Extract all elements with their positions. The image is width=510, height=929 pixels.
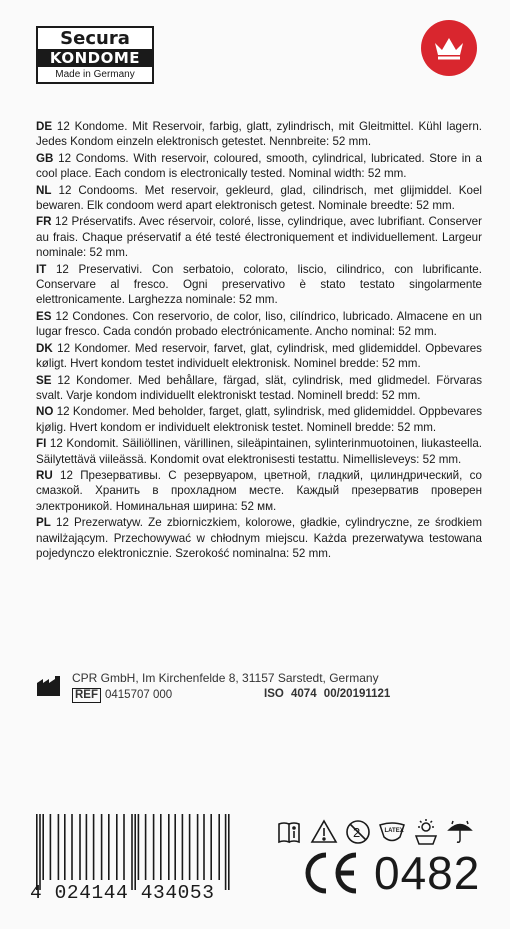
lot-value: 00/20191121 <box>323 688 391 700</box>
description-no: NO 12 Kondomer. Med beholder, farget, glatt, sylindrisk, med glidemiddel. Oppbevares kjølig. Hvert kondom er individuelt elektronisk testet. Nominell bredde: 52 mm. <box>36 405 482 434</box>
barcode-bar <box>71 814 73 880</box>
barcode-bar <box>131 814 133 890</box>
barcode-bar <box>123 814 125 880</box>
description-es: ES 12 Condones. Con reservorio, de color, liso, cilíndrico, lubricado. Almacene en un lugar fresco. Cada condón probado electrónicamente. Ancho nominal: 52 mm. <box>36 309 482 339</box>
barcode-bar <box>36 814 38 890</box>
barcode-bar <box>160 814 162 880</box>
instructions-icon <box>276 818 304 846</box>
barcode-bar <box>86 814 88 880</box>
description-de: DE 12 Kondome. Mit Reservoir, farbig, glatt, zylindrisch, mit Gleitmittel. Kühl lagern. Jedes Kondom einzeln elektronisch getestet. Nennbreite: 52 mm. <box>36 120 482 149</box>
iso-value: ISO 4074 <box>264 688 317 700</box>
barcode-bar <box>153 814 155 880</box>
barcode-bar <box>64 814 66 880</box>
regulatory-symbols <box>276 818 488 846</box>
barcode-bar <box>42 814 44 880</box>
manufacturer-address: CPR GmbH, Im Kirchenfelde 8, 31157 Sarstedt, Germany <box>72 671 379 685</box>
barcode-bar <box>225 814 227 890</box>
barcode-bar <box>79 814 81 880</box>
svg-text:2: 2 <box>353 825 361 840</box>
barcode-bar <box>138 814 140 880</box>
crown-icon <box>421 20 477 76</box>
keep-away-from-sunlight-icon <box>412 818 440 846</box>
barcode-bar <box>203 814 205 880</box>
barcode-bar <box>228 814 230 890</box>
barcode-bar <box>168 814 170 880</box>
description-pl: PL 12 Prezerwatyw. Ze zbiorniczkiem, kolorowe, gładkie, cylindryczne, ze środkiem nawilżającym. Przechowywać w chłodnym miejscu. Każda prezerwatywa testowana pojedynczo elektronicznie. Szerokość nominalna: 52 mm. <box>36 516 482 560</box>
barcode-number: 4 024144 434053 <box>30 882 215 904</box>
barcode-bar <box>50 814 52 880</box>
keep-dry-icon <box>446 818 474 846</box>
barcode-bar <box>145 814 147 880</box>
barcode-bar <box>218 814 220 880</box>
barcode-bar <box>210 814 212 880</box>
description-se: SE 12 Kondomer. Med behållare, färgad, slät, cylindrisk, med glidmedel. Förvaras svalt. Varje kondom individuellt elektroniskt testad. Nominell bredd: 52 mm. <box>36 373 482 402</box>
brand-subtitle: KONDOME <box>38 49 152 67</box>
brand-name: Secura <box>60 28 130 49</box>
ref-label: REF <box>72 688 101 703</box>
reference-number <box>72 688 172 703</box>
barcode-bar <box>101 814 103 880</box>
brand-logo <box>36 26 154 84</box>
brand-origin: Made in Germany <box>55 69 135 80</box>
product-description <box>36 119 482 562</box>
barcode-bar <box>174 814 176 880</box>
barcode-bar <box>58 814 60 880</box>
barcode-bar <box>189 814 191 880</box>
barcode-bar <box>197 814 199 880</box>
latex-icon <box>378 818 406 846</box>
description-nl: NL 12 Condooms. Met reservoir, gekleurd, glad, cilindrisch, met glijmiddel. Koel bewaren. Elk condoom werd apart elektronisch getest. Nominale breedte: 52 mm. <box>36 183 482 213</box>
description-fi: FI 12 Kondomit. Säiliöllinen, värillinen, sileäpintainen, sylinterinmuotoinen, liukasteella. Säilytettävä viileässä. Kondomit ovat elektronisesti testattu. Nimellisleveys: 52 mm. <box>36 437 482 466</box>
description-gb: GB 12 Condoms. With reservoir, coloured, smooth, cylindrical, lubricated. Store in a cool place. Each condom is electronically tested. Nominal width: 52 mm. <box>36 151 482 181</box>
barcode-bar <box>108 814 110 880</box>
caution-icon <box>310 818 338 846</box>
latex-label: LATEX <box>384 828 404 834</box>
barcode-bar <box>93 814 95 880</box>
barcode-bar <box>116 814 118 880</box>
do-not-reuse-icon <box>344 818 372 846</box>
barcode-bar <box>182 814 184 880</box>
barcode-bar <box>134 814 136 890</box>
manufacturer-info <box>36 669 482 709</box>
description-dk: DK 12 Kondomer. Med reservoir, farvet, glat, cylindrisk, med glidemiddel. Opbevares køligt. Hvert kondom testet individuelt elektronisk. Nominel bredde: 52 mm. <box>36 341 482 371</box>
description-ru: RU 12 Презервативы. С резервуаром, цветной, гладкий, цилиндрический, со смазкой. Хранить в прохладном месте. Каждый презерватив проверен электроникой. Номинальная ширина: 52 мм. <box>36 468 482 513</box>
ce-marking <box>300 848 480 898</box>
notified-body-number: 0482 <box>374 847 481 899</box>
description-it: IT 12 Preservativi. Con serbatoio, colorato, liscio, cilindrico, con lubrificante. Conservare al fresco. Ogni preservativo è stato testato singolarmente elettronicamente. Larghezza nominale: 52 mm. <box>36 262 482 307</box>
ref-value: 0415707 000 <box>105 689 173 701</box>
barcode-bar <box>39 814 41 890</box>
manufacturer-factory-icon <box>36 675 64 702</box>
iso-standard <box>264 688 390 700</box>
ce-mark-icon <box>300 851 360 895</box>
description-fr: FR 12 Préservatifs. Avec réservoir, coloré, lisse, cylindrique, avec lubrifiant. Conserver au frais. Chaque préservatif a été testé électroniquement et individuellement. Largeur nominale: 52 mm. <box>36 215 482 260</box>
